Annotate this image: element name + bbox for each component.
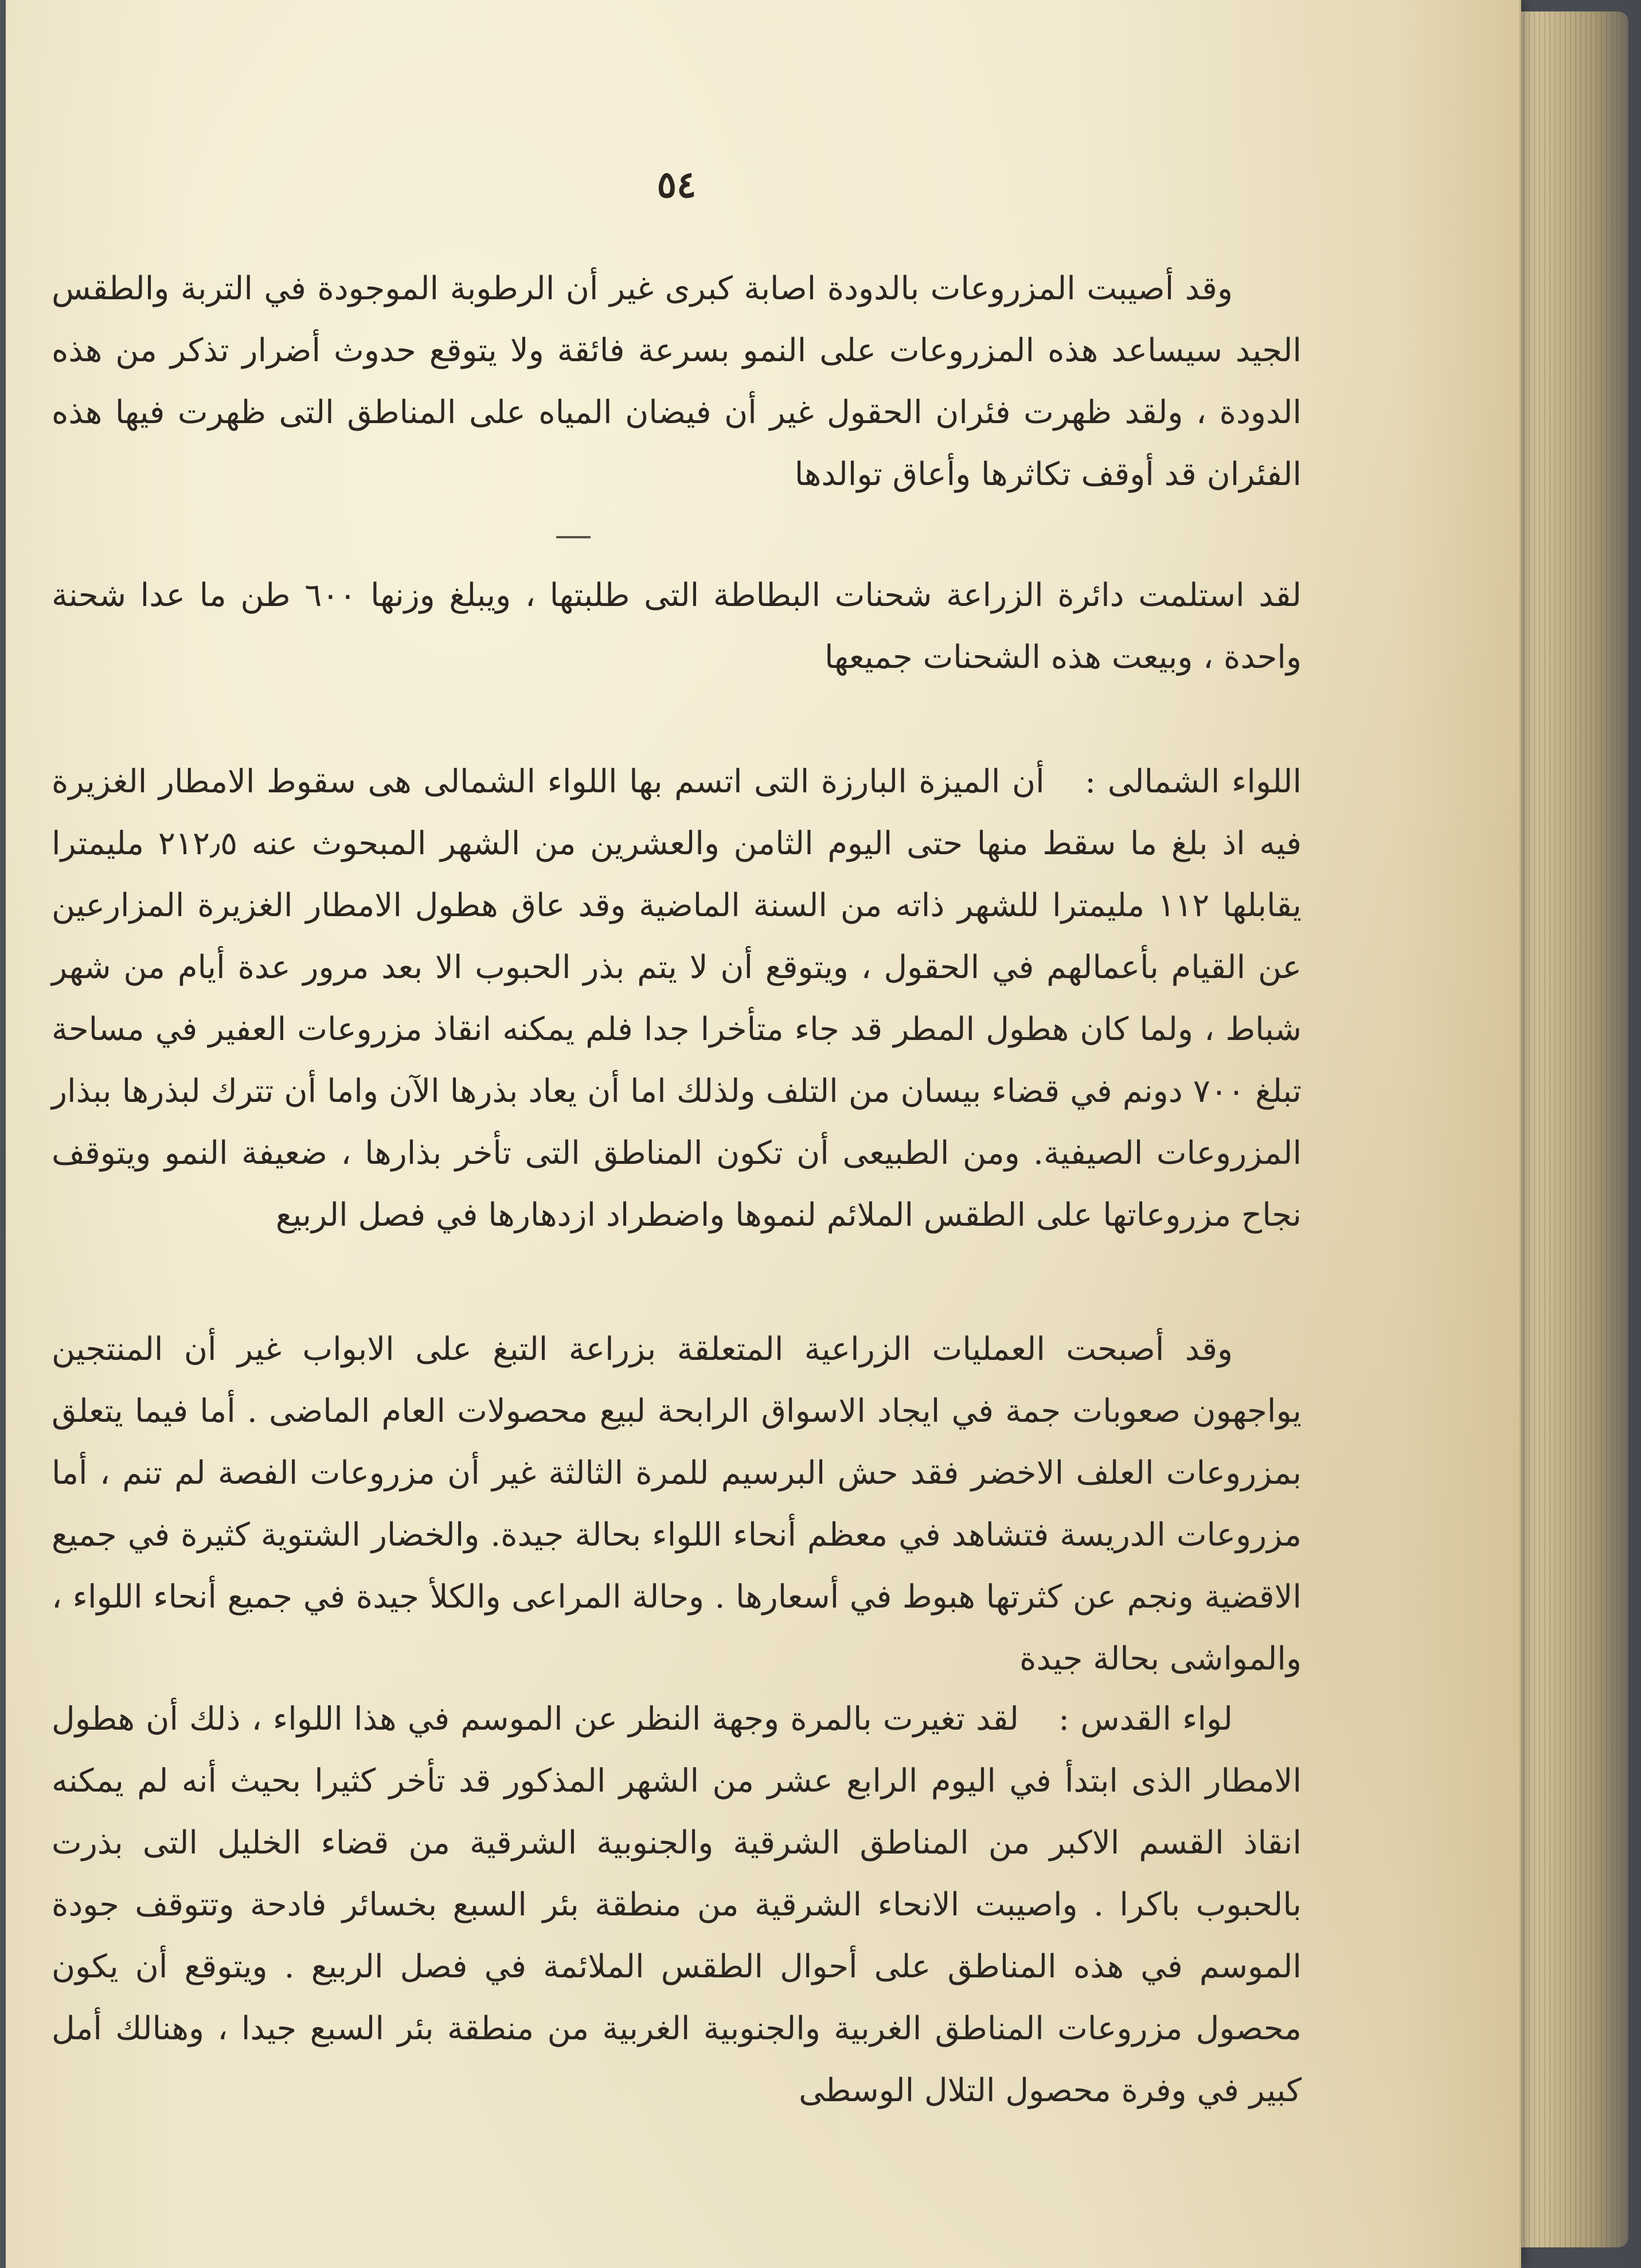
paragraph-4-text: وقد أصبحت العمليات الزراعية المتعلقة بزراعة التبغ على الابواب غير أن المنتجين يواجهون صعوبات جمة في ايجاد الاسواق الرابحة لبيع محصولات العام الماضى . أما فيما يتعلق بمزروعات العلف الاخضر فقد حش البرسيم للمرة الثالثة غير أن مزروعات الفصة لم تنم ، أما مزروعات الدريسة فتشاهد في معظم أنحاء اللواء بحالة جيدة. والخضار الشتوية كثيرة في جميع الاقضية ونجم عن كثرتها هبوط في أسعارها . وحالة المراعى والكلأ جيدة في جميع أنحاء اللواء ، والمواشى بحالة جيدة <box>52 1331 1302 1677</box>
paragraph-5-text: لقد تغيرت بالمرة وجهة النظر عن الموسم في هذا اللواء ، ذلك أن هطول الامطار الذى ابتدأ في اليوم الرابع عشر من الشهر المذكور قد تأخر كثيرا بحيث أنه لم يمكنه انقاذ القسم الاكبر من المناطق الشرقية والجنوبية الشرقية من قضاء الخليل التى بذرت بالحبوب باكرا . واصيبت الانحاء الشرقية من منطقة بئر السبع بخسائر فادحة وتتوقف جودة الموسم في هذه المناطق على أحوال الطقس الملائمة في فصل الربيع . ويتوقع أن يكون محصول مزروعات المناطق الغربية والجنوبية الغربية من منطقة بئر السبع جيدا ، وهنالك أمل كبير في وفرة محصول التلال الوسطى <box>52 1700 1302 2109</box>
paragraph-4 <box>52 1319 1302 1690</box>
paragraph-northern-district <box>52 751 1302 1246</box>
paragraph-1-text: وقد أصيبت المزروعات بالدودة اصابة كبرى غير أن الرطوبة الموجودة في التربة والطقس الجيد سيساعد هذه المزروعات على النمو بسرعة فائقة ولا يتوقع حدوث أضرار تذكر من هذه الدودة ، ولقد ظهرت فئران الحقول غير أن فيضان المياه على المناطق التى ظهرت فيها هذه الفئران قد أوقف تكاثرها وأعاق توالدها <box>52 270 1302 493</box>
paragraph-3-text: أن الميزة البارزة التى اتسم بها اللواء الشمالى هى سقوط الامطار الغزيرة فيه اذ بلغ ما سقط منها حتى اليوم الثامن والعشرين من الشهر المبحوث عنه ٢١٢٫٥ مليمترا يقابلها ١١٢ مليمترا للشهر ذاته من السنة الماضية وقد عاق هطول الامطار الغزيرة المزارعين عن القيام بأعمالهم في الحقول ، ويتوقع أن لا يتم بذر الحبوب الا بعد مرور عدة أيام من شهر شباط ، ولما كان هطول المطر قد جاء متأخرا جدا فلم يمكنه انقاذ مزروعات العفير في مساحة تبلغ ٧٠٠ دونم في قضاء بيسان من التلف ولذلك اما أن يعاد بذرها الآن واما أن تترك لبذرها ببذار المزروعات الصيفية. ومن الطبيعى أن تكون المناطق التى تأخر بذارها ، ضعيفة النمو ويتوقف نجاح مزروعاتها على الطقس الملائم لنموها واضطراد ازدهارها في فصل الربيع <box>52 763 1302 1234</box>
region-label-jerusalem: لواء القدس : <box>1058 1700 1233 1738</box>
paragraph-2-text: لقد استلمت دائرة الزراعة شحنات البطاطة التى طلبتها ، ويبلغ وزنها ٦٠٠ طن ما عدا شحنة واحدة ، وبيعت هذه الشحنات جميعها <box>52 577 1302 676</box>
separator-dash <box>556 536 591 538</box>
document-page <box>6 0 1521 2268</box>
paragraph-2 <box>52 565 1302 689</box>
paragraph-1 <box>52 258 1302 506</box>
region-label-northern: اللواء الشمالى : <box>1085 763 1302 800</box>
paragraph-jerusalem-district <box>52 1688 1302 2122</box>
text-block <box>52 0 1302 2268</box>
page-number: ٥٤ <box>657 163 697 206</box>
